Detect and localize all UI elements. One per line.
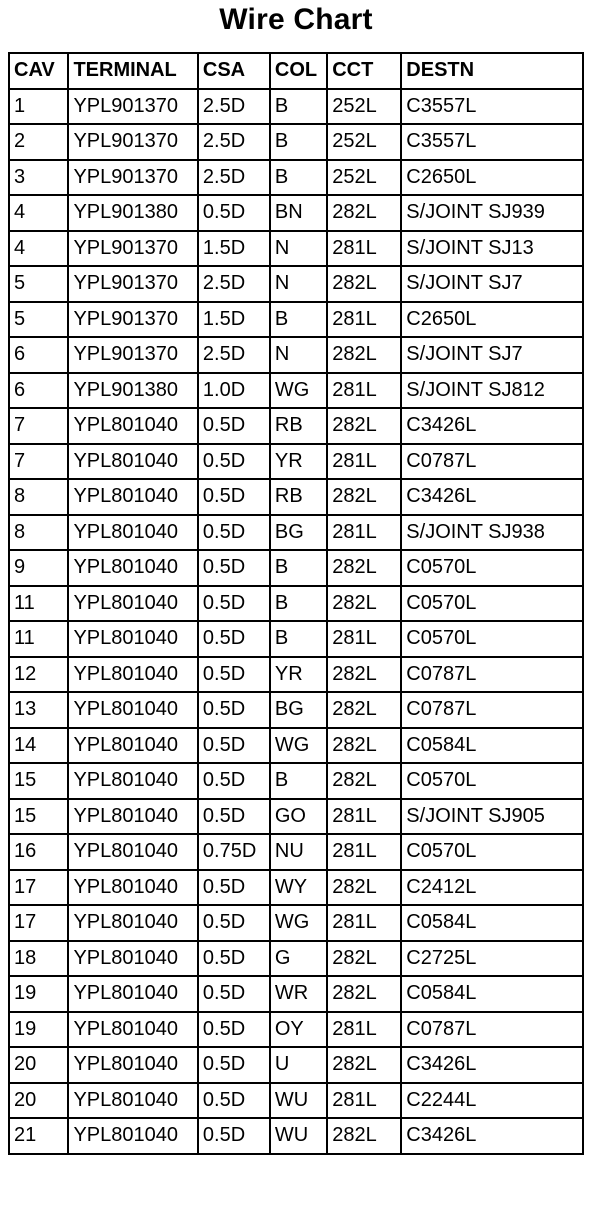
cell-cct: 282L: [328, 693, 400, 727]
cell-terminal: YPL801040: [69, 729, 196, 763]
table-row: [10, 1119, 582, 1153]
cell-cav: 21: [10, 1119, 67, 1153]
table-row: [10, 977, 582, 1011]
cell-destn: C3426L: [402, 1048, 582, 1082]
cell-terminal: YPL801040: [69, 658, 196, 692]
cell-destn: C0787L: [402, 693, 582, 727]
cell-csa: 0.5D: [199, 906, 269, 940]
cell-cct: 281L: [328, 835, 400, 869]
table-row: [10, 622, 582, 656]
cell-cav: 8: [10, 480, 67, 514]
table-row: [10, 693, 582, 727]
cell-col: N: [271, 232, 326, 266]
cell-cct: 282L: [328, 729, 400, 763]
cell-cav: 17: [10, 906, 67, 940]
cell-terminal: YPL801040: [69, 409, 196, 443]
cell-terminal: YPL801040: [69, 480, 196, 514]
cell-cct: 282L: [328, 267, 400, 301]
cell-cav: 16: [10, 835, 67, 869]
cell-cav: 1: [10, 90, 67, 124]
cell-csa: 0.5D: [199, 409, 269, 443]
table-row: [10, 658, 582, 692]
cell-cct: 282L: [328, 977, 400, 1011]
cell-cav: 7: [10, 409, 67, 443]
cell-csa: 0.5D: [199, 1013, 269, 1047]
cell-terminal: YPL801040: [69, 445, 196, 479]
cell-cav: 5: [10, 267, 67, 301]
column-header-col: COL: [271, 54, 326, 88]
cell-destn: S/JOINT SJ939: [402, 196, 582, 230]
cell-cct: 282L: [328, 409, 400, 443]
cell-cct: 281L: [328, 1013, 400, 1047]
cell-terminal: YPL901380: [69, 196, 196, 230]
cell-csa: 0.5D: [199, 1048, 269, 1082]
table-row: [10, 303, 582, 337]
cell-terminal: YPL801040: [69, 906, 196, 940]
cell-cav: 13: [10, 693, 67, 727]
cell-cav: 18: [10, 942, 67, 976]
cell-terminal: YPL901370: [69, 161, 196, 195]
cell-cct: 281L: [328, 906, 400, 940]
cell-col: WG: [271, 729, 326, 763]
cell-csa: 0.5D: [199, 587, 269, 621]
cell-destn: S/JOINT SJ812: [402, 374, 582, 408]
cell-cct: 282L: [328, 480, 400, 514]
cell-cct: 282L: [328, 1048, 400, 1082]
cell-col: BG: [271, 516, 326, 550]
cell-cct: 281L: [328, 374, 400, 408]
cell-col: WG: [271, 374, 326, 408]
table-row: [10, 1084, 582, 1118]
table-row: [10, 125, 582, 159]
cell-cct: 281L: [328, 232, 400, 266]
cell-destn: C3426L: [402, 480, 582, 514]
table-row: [10, 196, 582, 230]
cell-destn: C2244L: [402, 1084, 582, 1118]
cell-col: BN: [271, 196, 326, 230]
cell-terminal: YPL801040: [69, 942, 196, 976]
cell-csa: 0.5D: [199, 480, 269, 514]
cell-cav: 12: [10, 658, 67, 692]
cell-csa: 1.5D: [199, 303, 269, 337]
cell-col: WY: [271, 871, 326, 905]
cell-col: RB: [271, 409, 326, 443]
cell-cav: 14: [10, 729, 67, 763]
cell-destn: C3557L: [402, 125, 582, 159]
cell-terminal: YPL901370: [69, 267, 196, 301]
cell-cct: 282L: [328, 764, 400, 798]
cell-terminal: YPL901370: [69, 90, 196, 124]
table-row: [10, 906, 582, 940]
table-row: [10, 445, 582, 479]
cell-terminal: YPL801040: [69, 871, 196, 905]
cell-col: WR: [271, 977, 326, 1011]
cell-cav: 4: [10, 196, 67, 230]
cell-terminal: YPL801040: [69, 764, 196, 798]
cell-cct: 282L: [328, 658, 400, 692]
cell-csa: 0.5D: [199, 729, 269, 763]
cell-col: B: [271, 551, 326, 585]
cell-csa: 0.5D: [199, 800, 269, 834]
cell-csa: 1.5D: [199, 232, 269, 266]
cell-destn: S/JOINT SJ7: [402, 267, 582, 301]
cell-cct: 281L: [328, 1084, 400, 1118]
cell-csa: 0.5D: [199, 551, 269, 585]
cell-terminal: YPL901370: [69, 125, 196, 159]
cell-cav: 5: [10, 303, 67, 337]
table-row: [10, 800, 582, 834]
cell-destn: C0570L: [402, 551, 582, 585]
cell-destn: S/JOINT SJ7: [402, 338, 582, 372]
header-row: [10, 54, 582, 88]
cell-terminal: YPL801040: [69, 516, 196, 550]
cell-col: B: [271, 587, 326, 621]
cell-destn: C0787L: [402, 658, 582, 692]
cell-cct: 282L: [328, 587, 400, 621]
cell-terminal: YPL801040: [69, 1084, 196, 1118]
cell-terminal: YPL901370: [69, 338, 196, 372]
cell-csa: 2.5D: [199, 125, 269, 159]
table-row: [10, 764, 582, 798]
table-row: [10, 942, 582, 976]
cell-cav: 19: [10, 1013, 67, 1047]
cell-csa: 0.75D: [199, 835, 269, 869]
table-row: [10, 516, 582, 550]
cell-csa: 0.5D: [199, 658, 269, 692]
cell-destn: C0787L: [402, 445, 582, 479]
cell-destn: C0584L: [402, 977, 582, 1011]
wire-chart-table: [8, 52, 584, 1155]
cell-terminal: YPL801040: [69, 587, 196, 621]
cell-terminal: YPL801040: [69, 622, 196, 656]
cell-csa: 2.5D: [199, 161, 269, 195]
column-header-terminal: TERMINAL: [69, 54, 196, 88]
column-header-cct: CCT: [328, 54, 400, 88]
table-row: [10, 338, 582, 372]
cell-col: GO: [271, 800, 326, 834]
cell-destn: C3557L: [402, 90, 582, 124]
cell-destn: S/JOINT SJ905: [402, 800, 582, 834]
cell-cav: 3: [10, 161, 67, 195]
cell-csa: 0.5D: [199, 871, 269, 905]
cell-col: B: [271, 303, 326, 337]
cell-cct: 252L: [328, 125, 400, 159]
cell-destn: C2725L: [402, 942, 582, 976]
cell-cav: 15: [10, 764, 67, 798]
table-row: [10, 90, 582, 124]
cell-terminal: YPL901370: [69, 303, 196, 337]
table-row: [10, 232, 582, 266]
cell-cav: 6: [10, 374, 67, 408]
cell-cav: 2: [10, 125, 67, 159]
table-row: [10, 267, 582, 301]
cell-terminal: YPL801040: [69, 1119, 196, 1153]
cell-col: U: [271, 1048, 326, 1082]
cell-csa: 2.5D: [199, 338, 269, 372]
table-row: [10, 480, 582, 514]
cell-col: WU: [271, 1084, 326, 1118]
cell-cct: 282L: [328, 942, 400, 976]
cell-cav: 19: [10, 977, 67, 1011]
cell-col: B: [271, 125, 326, 159]
cell-terminal: YPL801040: [69, 977, 196, 1011]
cell-cav: 20: [10, 1048, 67, 1082]
table-row: [10, 374, 582, 408]
table-row: [10, 835, 582, 869]
cell-cct: 281L: [328, 445, 400, 479]
cell-cct: 282L: [328, 196, 400, 230]
cell-cct: 282L: [328, 871, 400, 905]
cell-cct: 252L: [328, 90, 400, 124]
cell-col: B: [271, 622, 326, 656]
cell-csa: 0.5D: [199, 1119, 269, 1153]
cell-csa: 0.5D: [199, 622, 269, 656]
cell-csa: 0.5D: [199, 764, 269, 798]
cell-csa: 0.5D: [199, 445, 269, 479]
table-body: [10, 90, 582, 1153]
cell-cct: 281L: [328, 303, 400, 337]
cell-col: G: [271, 942, 326, 976]
cell-destn: C0570L: [402, 622, 582, 656]
cell-destn: S/JOINT SJ13: [402, 232, 582, 266]
cell-destn: C0570L: [402, 764, 582, 798]
cell-cav: 8: [10, 516, 67, 550]
cell-terminal: YPL801040: [69, 835, 196, 869]
cell-csa: 0.5D: [199, 1084, 269, 1118]
cell-cav: 4: [10, 232, 67, 266]
cell-csa: 1.0D: [199, 374, 269, 408]
cell-cct: 282L: [328, 338, 400, 372]
page-title: Wire Chart: [219, 3, 373, 36]
table-row: [10, 729, 582, 763]
cell-cav: 20: [10, 1084, 67, 1118]
cell-terminal: YPL801040: [69, 551, 196, 585]
cell-terminal: YPL901370: [69, 232, 196, 266]
cell-col: NU: [271, 835, 326, 869]
cell-col: WU: [271, 1119, 326, 1153]
cell-destn: C2650L: [402, 303, 582, 337]
cell-cct: 282L: [328, 1119, 400, 1153]
cell-destn: C0584L: [402, 906, 582, 940]
cell-cct: 281L: [328, 800, 400, 834]
table-row: [10, 1048, 582, 1082]
cell-cav: 11: [10, 622, 67, 656]
cell-terminal: YPL801040: [69, 1048, 196, 1082]
cell-cav: 9: [10, 551, 67, 585]
cell-destn: C2650L: [402, 161, 582, 195]
cell-csa: 0.5D: [199, 942, 269, 976]
cell-terminal: YPL801040: [69, 693, 196, 727]
cell-cav: 17: [10, 871, 67, 905]
table-row: [10, 1013, 582, 1047]
table-row: [10, 161, 582, 195]
cell-col: YR: [271, 445, 326, 479]
cell-destn: C2412L: [402, 871, 582, 905]
cell-cav: 6: [10, 338, 67, 372]
cell-cav: 15: [10, 800, 67, 834]
table-row: [10, 871, 582, 905]
cell-destn: S/JOINT SJ938: [402, 516, 582, 550]
table-row: [10, 587, 582, 621]
cell-destn: C0570L: [402, 835, 582, 869]
cell-destn: C3426L: [402, 409, 582, 443]
cell-cct: 252L: [328, 161, 400, 195]
cell-destn: C3426L: [402, 1119, 582, 1153]
column-header-destn: DESTN: [402, 54, 582, 88]
cell-col: RB: [271, 480, 326, 514]
cell-csa: 2.5D: [199, 267, 269, 301]
cell-col: BG: [271, 693, 326, 727]
cell-cct: 281L: [328, 622, 400, 656]
cell-cav: 7: [10, 445, 67, 479]
cell-terminal: YPL801040: [69, 1013, 196, 1047]
cell-csa: 0.5D: [199, 516, 269, 550]
table-row: [10, 551, 582, 585]
cell-terminal: YPL801040: [69, 800, 196, 834]
cell-csa: 2.5D: [199, 90, 269, 124]
cell-col: OY: [271, 1013, 326, 1047]
cell-csa: 0.5D: [199, 977, 269, 1011]
cell-col: B: [271, 161, 326, 195]
cell-col: YR: [271, 658, 326, 692]
cell-cct: 282L: [328, 551, 400, 585]
cell-terminal: YPL901380: [69, 374, 196, 408]
cell-cav: 11: [10, 587, 67, 621]
column-header-csa: CSA: [199, 54, 269, 88]
cell-cct: 281L: [328, 516, 400, 550]
cell-csa: 0.5D: [199, 693, 269, 727]
cell-destn: C0570L: [402, 587, 582, 621]
cell-destn: C0787L: [402, 1013, 582, 1047]
cell-col: N: [271, 338, 326, 372]
cell-col: N: [271, 267, 326, 301]
cell-destn: C0584L: [402, 729, 582, 763]
cell-csa: 0.5D: [199, 196, 269, 230]
cell-col: B: [271, 764, 326, 798]
cell-col: WG: [271, 906, 326, 940]
cell-col: B: [271, 90, 326, 124]
column-header-cav: CAV: [10, 54, 67, 88]
table-row: [10, 409, 582, 443]
